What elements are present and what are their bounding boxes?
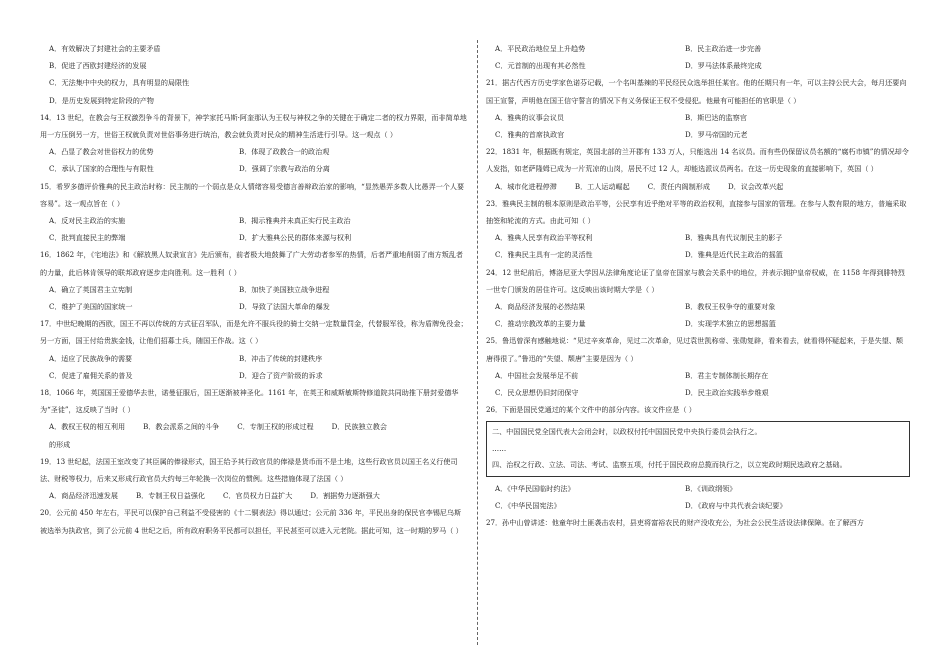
- option-row: [486, 367, 910, 384]
- answer-option: D．议会改革兴起: [727, 181, 784, 191]
- answer-option: A．商品经济迅速发展: [49, 491, 118, 501]
- answer-option: A．《中华民国临时约法》: [495, 483, 575, 493]
- question-stem: 20．公元前 450 年左右，平民可以保护自己利益不受侵害的《十二铜表法》得以通过；公元前 336 年，平民出身的保民官李锡尼乌斯被选举为执政官，到了公元前 4 世纪之后，所有政府职务平民都可以担任，平民甚至可以进入元老院。据此可知，这一时期的罗马（ ）: [40, 508, 463, 535]
- answer-option: C．无法集中中央的权力，具有明显的局限性: [49, 78, 190, 88]
- option-row: [486, 480, 910, 497]
- answer-option: C．元首制的出现有其必然性: [495, 61, 586, 71]
- option-row: [40, 487, 468, 504]
- option-row: [40, 143, 468, 160]
- answer-option: D．民族独立教会: [331, 422, 387, 432]
- excerpt-line: 四、治权之行政、立法、司法、考试、监察五项，付托于国民政府总揽而执行之，以立宪政时期民选政府之基础。: [492, 460, 847, 470]
- answer-option: C．责任内阁制形成: [647, 181, 710, 191]
- answer-option: B．体现了政教合一的政治观: [239, 147, 330, 157]
- answer-option: C．批判直接民主的弊端: [49, 233, 126, 243]
- answer-option: A．确立了英国君主立宪制: [49, 284, 133, 294]
- answer-option: B．工人运动崛起: [574, 181, 630, 191]
- answer-option: B．教会派系之间的斗争: [143, 422, 220, 432]
- answer-option: B．专制王权日益强化: [135, 491, 206, 501]
- answer-option: A．平民政治地位呈上升趋势: [495, 44, 586, 53]
- option-row: [486, 384, 910, 401]
- option-row: [486, 229, 910, 246]
- option-row: [40, 418, 468, 435]
- answer-option: D．实现学术独立的思想摇篮: [685, 319, 776, 329]
- option-row: [40, 350, 468, 367]
- option-row: [486, 497, 910, 514]
- answer-option: D．民主政治实践举步维艰: [685, 388, 769, 398]
- option-row: [40, 367, 468, 384]
- answer-option: C．维护了美国的国家统一: [49, 302, 133, 312]
- answer-option: D．迎合了资产阶级的诉求: [239, 370, 323, 380]
- answer-option: D．割据势力逐渐强大: [310, 491, 380, 501]
- excerpt-line: 二、中国国民党全国代表大会闭会时，以政权付托中国国民党中央执行委员会执行之。: [492, 427, 762, 437]
- source-excerpt-box: [486, 421, 910, 477]
- answer-option: C．雅典的首席执政官: [495, 130, 565, 140]
- option-row: [40, 160, 468, 177]
- column-divider: [477, 40, 478, 645]
- right-column: [486, 40, 910, 532]
- answer-option: C．专制王权的形成过程: [237, 422, 314, 432]
- answer-option: D．扩大雅典公民的群体来源与权利: [239, 233, 352, 243]
- answer-option: A．反对民主政治的实施: [49, 216, 126, 226]
- option-row: [486, 126, 910, 143]
- option-row: [40, 298, 468, 315]
- answer-option: B．促进了西欧封建经济的发展: [49, 61, 147, 71]
- question-stem: 19．13 世纪起，法国王室改变了其臣属的俸禄形式，国王给予其行政官员的俸禄是货币而不是土地，这些行政官员以国王名义行使司法、财税等权力，后来又形成行政官员大约每三年轮换一次岗位的惯例。这些措施体现了法国（ ）: [40, 456, 458, 484]
- option-row: [40, 212, 468, 229]
- answer-option: C．促进了雇佣关系的普及: [49, 370, 133, 380]
- option-row: [486, 298, 910, 315]
- answer-option: A．教权王权的相互利用: [49, 422, 126, 432]
- excerpt-line: ……: [492, 443, 507, 453]
- question-stem: 15．希罗多德评价雅典的民主政治时称：民主制的一个弱点是众人情绪容易受德言善辩政治家的影响，“显然愚弄多数人比愚弄一个人要容易”。这一观点旨在（ ）: [40, 181, 465, 208]
- answer-option: B．冲击了传统的封建秩序: [239, 353, 323, 363]
- answer-option: A．城市化进程停滞: [495, 181, 557, 191]
- answer-option: C．推动宗教改革的主要力量: [495, 319, 586, 329]
- answer-option: D．罗马法体系最终完成: [685, 61, 762, 71]
- option-row: [486, 178, 910, 195]
- answer-option: B．揭示雅典并未真正实行民主政治: [239, 216, 351, 226]
- answer-option: B．教权王权争夺的重要对象: [685, 302, 776, 312]
- answer-option: D．是历史发展到特定阶段的产物: [49, 95, 154, 105]
- answer-option: A．适应了民族战争的需要: [49, 353, 133, 363]
- answer-option: D．强调了宗教与政治的分离: [239, 164, 330, 174]
- option-row: [486, 315, 910, 332]
- question-stem: 24．12 世纪前后，博洛尼亚大学因从法律角度论证了皇帝在国家与教会关系中的地位，并表示拥护皇帝权威，在 1158 年得到腓特烈一世专门颁发的居住许可。这反映出该时期大学是（ ）: [486, 267, 905, 294]
- option-row: [40, 229, 468, 246]
- question-stem: 14．13 世纪，在教会与王权激烈争斗的背景下，神学家托马斯·阿奎那认为王权与神权之争的关键在于确定二者的权力界限，而非简单地用一方压倒另一方，世俗王权就负责对世俗事务进行统治，教会就负责对民众的精神生活进行引导。这一观点（ ）: [40, 112, 467, 140]
- answer-option: 的形成: [49, 439, 71, 449]
- option-row: [486, 40, 910, 57]
- answer-option: D．罗马帝国的元老: [685, 130, 748, 140]
- answer-option: A．雅典的议事会议员: [495, 112, 564, 122]
- question-stem: 22．1831 年，根据既有规定，英国北部的兰开郡有 133 万人，只能选出 14 名议员。而有些仍保留议员名额的“腐朽市镇”的情况却令人发指，如老萨隆姆已成为一片荒凉的山岗，居民不过 12 人，却能选派议员两名。在这一历史现象的直接影响下，英国（ ）: [486, 147, 909, 174]
- answer-option: C．雅典民主具有一定的灵活性: [495, 250, 593, 260]
- answer-option: D．《政府与中共代表会谈纪要》: [685, 501, 787, 511]
- answer-option: C．《中华民国宪法》: [495, 501, 561, 511]
- answer-option: C．承认了国家的合理性与有限性: [49, 164, 154, 174]
- option-row: [486, 57, 910, 74]
- answer-option: B．民主政治进一步完善: [685, 44, 762, 53]
- question-stem: 25．鲁迅曾深有感触地说：“见过辛亥革命，见过二次革命，见过袁世凯称帝、张勋复辟，看来看去，就看得怀疑起来，于是失望、颓唐得很了。”鲁迅的“失望、颓唐”主要是因为（ ）: [486, 336, 903, 363]
- option-row: [486, 246, 910, 263]
- answer-option: A．凸显了教会对世俗权力的优势: [49, 147, 154, 157]
- answer-option: B．斯巴达的监察官: [685, 112, 747, 122]
- answer-option: B．《训政纲领》: [685, 483, 737, 493]
- question-stem: 18．1066 年，英国国王爱德华去世，诺曼征服后，国王逐渐被神圣化。1161 年，在英王和威斯敏斯特修道院共同助推下册封爱德华为“圣徒”，这反映了当时（ ）: [40, 388, 459, 415]
- option-row: [40, 281, 468, 298]
- left-column: [40, 40, 468, 539]
- question-stem: 21．据古代西方历史学家色诺芬记载，一个名叫基辣的平民经民众选举担任某官。他的任期只有一年，可以主持公民大会，每月还要向国王宣誓，声明他在国王信守誓言的情况下有义务保证王权不受侵犯。他最有可能担任的官职是（ ）: [486, 78, 907, 105]
- answer-option: B．加快了美国独立战争进程: [239, 284, 330, 294]
- answer-option: D．雅典是近代民主政治的摇篮: [685, 250, 783, 260]
- option-row: [486, 109, 910, 126]
- answer-option: C．民众思想仍旧封闭保守: [495, 388, 579, 398]
- answer-option: A．有效解决了封建社会的主要矛盾: [49, 44, 161, 53]
- answer-option: A．商品经济发展的必然结果: [495, 302, 586, 312]
- answer-option: D．导致了法国大革命的爆发: [239, 302, 330, 312]
- answer-option: B．雅典具有代议制民主的影子: [685, 233, 783, 243]
- question-stem: 16．1862 年，《宅地法》和《解放黑人奴隶宣言》先后颁布，前者极大地鼓舞了广大劳动者参军的热情，后者严重地削弱了南方叛乱者的力量，此后林肯领导的联邦政府逐步走向胜利。这一胜利（ ）: [40, 250, 464, 277]
- question-stem: 23．雅典民主制的根本原则是政治平等，公民享有近乎绝对平等的政治权利，直接参与国家的管理。在参与人数有限的地方，普遍采取抽签和轮流的方式。由此可知（ ）: [486, 198, 907, 226]
- question-stem: 17．中世纪晚期的西欧，国王不再以传统的方式征召军队，而是允许不服兵役的骑士交纳一定数量罚金，代替服军役，称为盾牌免役金；另一方面，国王付给贵族金钱，让他们招募士兵，随国王作战。这（ ）: [40, 319, 468, 346]
- answer-option: A．雅典人民享有政治平等权利: [495, 233, 593, 243]
- question-stem: 27．孙中山曾讲述：他童年时土匪袭击农村，县吏将富裕农民的财产没收充公，为社会公民生活设法律保障。在了解西方: [486, 518, 864, 528]
- answer-option: C．官员权力日益扩大: [223, 491, 293, 501]
- question-stem: 26．下面是国民党通过的某个文件中的部分内容。该文件应是（ ）: [486, 405, 696, 415]
- answer-option: B．君主专制体制长期存在: [685, 370, 769, 380]
- answer-option: A．中国社会发展举足不前: [495, 370, 579, 380]
